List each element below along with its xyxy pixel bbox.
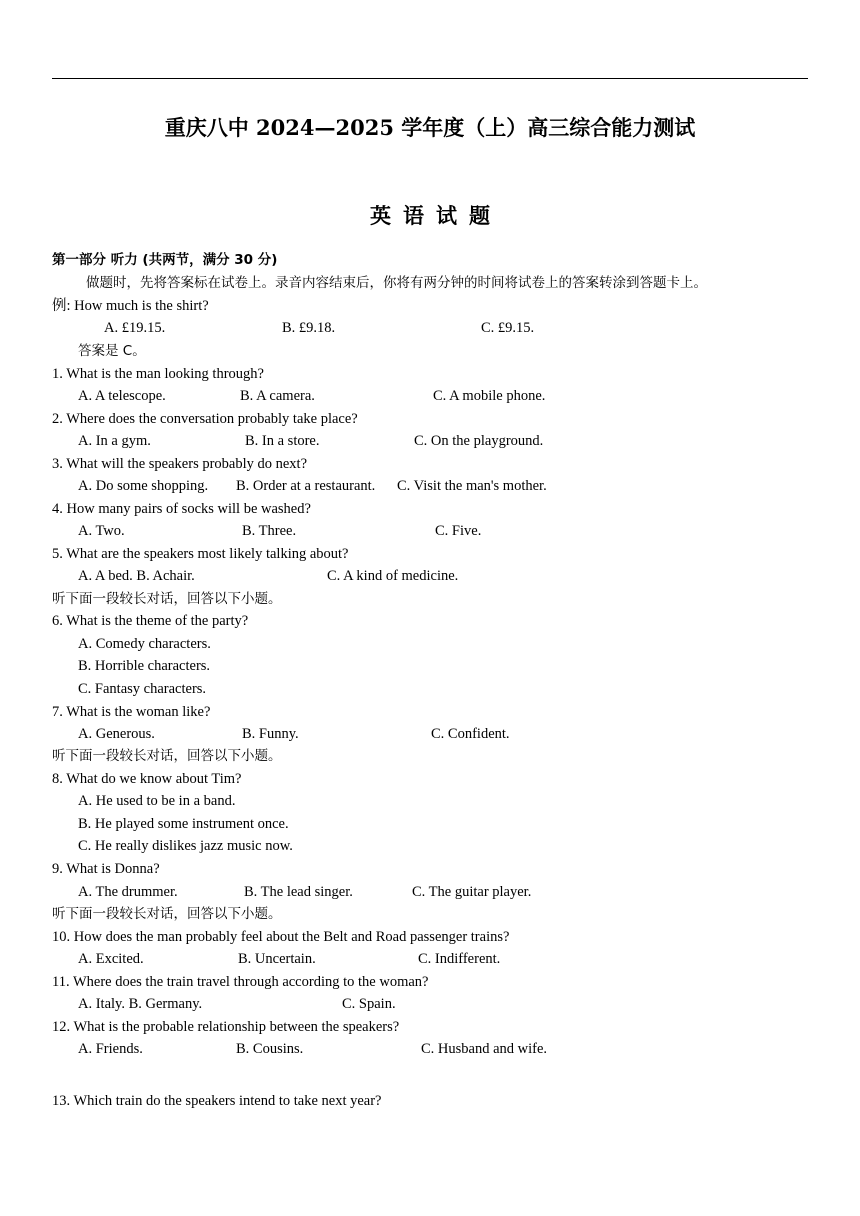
- q3-option-a: A. Do some shopping.: [78, 478, 209, 494]
- q9-option-c: C. The guitar player.: [412, 884, 532, 900]
- q10-option-b: B. Uncertain.: [238, 951, 316, 967]
- example-question: 例: How much is the shirt?: [52, 298, 209, 314]
- question-8: 8. What do we know about Tim?: [52, 771, 242, 787]
- q11-option-ab: A. Italy. B. Germany.: [78, 996, 203, 1012]
- q1-option-c: C. A mobile phone.: [433, 388, 546, 404]
- q6-option-a: A. Comedy characters.: [78, 636, 211, 652]
- question-5: 5. What are the speakers most likely talking about?: [52, 546, 349, 562]
- q10-option-a: A. Excited.: [78, 951, 144, 967]
- q7-option-b: B. Funny.: [242, 726, 299, 742]
- q1-option-a: A. A telescope.: [78, 388, 166, 404]
- q8-option-a: A. He used to be in a band.: [78, 793, 236, 809]
- question-1: 1. What is the man looking through?: [52, 366, 264, 382]
- question-3: 3. What will the speakers probably do next?: [52, 456, 308, 472]
- listen-note-2: 听下面一段较长对话，回答以下小题。: [52, 748, 282, 764]
- q12-option-c: C. Husband and wife.: [421, 1041, 548, 1057]
- section-heading: 第一部分 听力 (共两节，满分 30 分): [52, 252, 278, 268]
- q4-option-c: C. Five.: [435, 523, 482, 539]
- q7-option-a: A. Generous.: [78, 726, 155, 742]
- q12-option-b: B. Cousins.: [236, 1041, 304, 1057]
- question-12: 12. What is the probable relationship between the speakers?: [52, 1019, 400, 1035]
- example-option-c: C. £9.15.: [481, 320, 535, 336]
- q7-option-c: C. Confident.: [431, 726, 510, 742]
- q9-option-b: B. The lead singer.: [244, 884, 353, 900]
- question-2: 2. Where does the conversation probably take place?: [52, 411, 358, 427]
- q4-option-b: B. Three.: [242, 523, 297, 539]
- q2-option-a: A. In a gym.: [78, 433, 151, 449]
- q3-option-c: C. Visit the man's mother.: [397, 478, 547, 494]
- q9-option-a: A. The drummer.: [78, 884, 178, 900]
- q4-option-a: A. Two.: [78, 523, 125, 539]
- q6-option-c: C. Fantasy characters.: [78, 681, 207, 697]
- q6-option-b: B. Horrible characters.: [78, 658, 211, 674]
- q5-option-c: C. A kind of medicine.: [327, 568, 459, 584]
- q3-option-b: B. Order at a restaurant.: [236, 478, 376, 494]
- question-7: 7. What is the woman like?: [52, 704, 211, 720]
- header-rule: [52, 78, 808, 79]
- exam-title: 重庆八中 2024—2025 学年度（上）高三综合能力测试: [164, 115, 696, 140]
- question-6: 6. What is the theme of the party?: [52, 613, 249, 629]
- question-11: 11. Where does the train travel through according to the woman?: [52, 974, 429, 990]
- q8-option-c: C. He really dislikes jazz music now.: [78, 838, 293, 854]
- q2-option-b: B. In a store.: [245, 433, 320, 449]
- question-4: 4. How many pairs of socks will be washed?: [52, 501, 311, 517]
- question-9: 9. What is Donna?: [52, 861, 160, 877]
- listen-note-3: 听下面一段较长对话，回答以下小题。: [52, 906, 282, 922]
- example-option-a: A. £19.15.: [104, 320, 166, 336]
- q10-option-c: C. Indifferent.: [418, 951, 501, 967]
- question-13: 13. Which train do the speakers intend to take next year?: [52, 1093, 382, 1109]
- q5-option-ab: A. A bed. B. Achair.: [78, 568, 195, 584]
- q12-option-a: A. Friends.: [78, 1041, 143, 1057]
- example-answer: 答案是 C。: [78, 343, 146, 359]
- q2-option-c: C. On the playground.: [414, 433, 544, 449]
- q11-option-c: C. Spain.: [342, 996, 396, 1012]
- q1-option-b: B. A camera.: [240, 388, 315, 404]
- question-10: 10. How does the man probably feel about the Belt and Road passenger trains?: [52, 929, 510, 945]
- subject-title: 英语试题: [370, 203, 502, 228]
- listen-note-1: 听下面一段较长对话，回答以下小题。: [52, 591, 282, 607]
- instructions: 做题时，先将答案标在试卷上。录音内容结束后，你将有两分钟的时间将试卷上的答案转涂到答题卡上。: [86, 275, 707, 291]
- q8-option-b: B. He played some instrument once.: [78, 816, 289, 832]
- example-option-b: B. £9.18.: [282, 320, 336, 336]
